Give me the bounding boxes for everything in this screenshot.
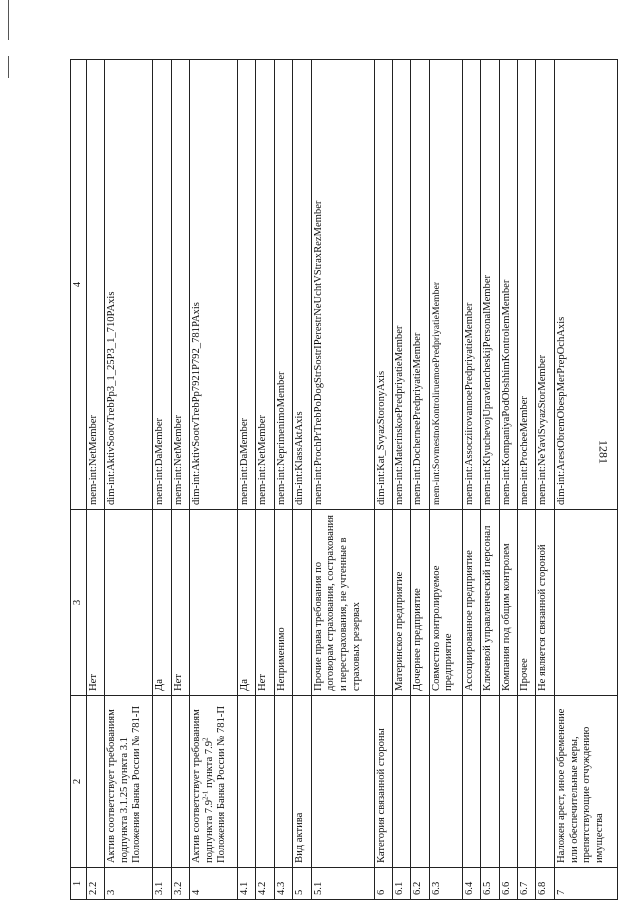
row-value: Совместно контролируемое предприятие (429, 510, 462, 696)
table-row (238, 60, 256, 900)
row-number: 6.2 (411, 868, 429, 900)
row-code: dim-int:AktivSootvTrebPp7921P792_781PAxis (189, 60, 237, 510)
table-row (171, 60, 189, 900)
table-row (411, 60, 429, 900)
indicator-text: Актив соответствует требованиям подпункта 7.9 (190, 709, 215, 863)
superscript: 2 (201, 737, 210, 741)
row-number: 4.3 (274, 868, 292, 900)
row-number: 3.1 (153, 868, 171, 900)
row-number: 6.6 (499, 868, 517, 900)
row-value: Нет (171, 510, 189, 696)
row-number: 5.1 (311, 868, 374, 900)
row-number: 4 (189, 868, 237, 900)
row-number: 6 (374, 868, 392, 900)
data-table (70, 59, 618, 900)
row-code: dim-int:Kat_SvyazStoronyAxis (374, 60, 392, 510)
row-number: 2.2 (86, 868, 104, 900)
row-number: 3 (105, 868, 153, 900)
row-code: mem-int:KlyuchevojUpravlencheskijPersonalMember (481, 60, 499, 510)
table-row (256, 60, 274, 900)
row-indicator (189, 696, 237, 868)
row-code: dim-int:ArestObremObespMerPrepOchAxis (554, 60, 617, 510)
row-indicator (274, 696, 292, 868)
row-code: mem-int:NetMember (256, 60, 274, 510)
row-code: mem-int:NeYavlSvyazStorMember (536, 60, 554, 510)
row-code: mem-int:DocherneePredpriyatieMember (411, 60, 429, 510)
row-value (293, 510, 311, 696)
row-value: Компания под общим контролем (499, 510, 517, 696)
row-value: Нет (86, 510, 104, 696)
column-header-3: 3 (71, 510, 87, 696)
table-row (392, 60, 410, 900)
row-number: 5 (293, 868, 311, 900)
row-indicator (536, 696, 554, 868)
row-code: mem-int:MaterinskoePredpriyatieMember (392, 60, 410, 510)
row-indicator (518, 696, 536, 868)
table-row (86, 60, 104, 900)
row-value: Нет (256, 510, 274, 696)
row-number: 6.1 (392, 868, 410, 900)
row-value: Да (238, 510, 256, 696)
row-code: dim-int:AktivSootvTrebPp3_1_25P3_1_710PAxis (105, 60, 153, 510)
row-value: Материнское предприятие (392, 510, 410, 696)
row-indicator (481, 696, 499, 868)
table-row (481, 60, 499, 900)
row-indicator (238, 696, 256, 868)
row-code: mem-int:NetMember (171, 60, 189, 510)
rotated-table-container (70, 60, 618, 900)
row-number: 3.2 (171, 868, 189, 900)
row-code: mem-int:DaMember (238, 60, 256, 510)
row-value: Да (153, 510, 171, 696)
row-value: Ассоциированное предприятие (462, 510, 480, 696)
indicator-text: Положения Банка России № 781-П (216, 705, 228, 863)
table-row (499, 60, 517, 900)
table-header-row (71, 60, 87, 900)
row-code: mem-int:KompaniyaPodObshhimKontrolemMember (499, 60, 517, 510)
row-value: Прочие права требования по договорам страхования, сострахования и перестрахования, не учтенные в страховых резервах (311, 510, 374, 696)
row-code: mem-int:ProcheeMember (518, 60, 536, 510)
indicator-text: пункта 7.9 (203, 740, 215, 791)
table-row (554, 60, 617, 900)
superscript: 2-1 (201, 790, 210, 800)
table-row (462, 60, 480, 900)
row-indicator: Наложен арест, иное обременение или обеспечительные меры, препятствующие отчуждению имущества (554, 696, 617, 868)
row-code: mem-int:AssocziirovannoePredpriyatieMember (462, 60, 480, 510)
table-row (274, 60, 292, 900)
table-row (105, 60, 153, 900)
table-row (189, 60, 237, 900)
row-indicator: Вид актива (293, 696, 311, 868)
row-number: 7 (554, 868, 617, 900)
table-row (518, 60, 536, 900)
table-row (429, 60, 462, 900)
row-indicator (429, 696, 462, 868)
row-value: Не является связанной стороной (536, 510, 554, 696)
page-number: 1281 (596, 440, 611, 464)
row-code: dim-int:KlassAktAxis (293, 60, 311, 510)
row-value: Прочее (518, 510, 536, 696)
table-row (374, 60, 392, 900)
row-value (189, 510, 237, 696)
row-value: Ключевой управленческий персонал (481, 510, 499, 696)
table-row (536, 60, 554, 900)
row-number: 6.7 (518, 868, 536, 900)
row-number: 6.5 (481, 868, 499, 900)
row-number: 6.3 (429, 868, 462, 900)
table-row (293, 60, 311, 900)
row-indicator (86, 696, 104, 868)
row-code: mem-int:NeprimenimoMember (274, 60, 292, 510)
row-number: 4.1 (238, 868, 256, 900)
row-indicator (256, 696, 274, 868)
row-indicator (153, 696, 171, 868)
row-indicator (499, 696, 517, 868)
row-indicator (171, 696, 189, 868)
row-indicator (411, 696, 429, 868)
row-number: 6.8 (536, 868, 554, 900)
column-header-4: 4 (71, 60, 87, 510)
row-value: Неприменимо (274, 510, 292, 696)
column-header-2: 2 (71, 696, 87, 868)
row-number: 4.2 (256, 868, 274, 900)
row-value (554, 510, 617, 696)
row-value (105, 510, 153, 696)
row-value (374, 510, 392, 696)
row-value: Дочернее предприятие (411, 510, 429, 696)
row-number: 6.4 (462, 868, 480, 900)
row-code: mem-int:NetMember (86, 60, 104, 510)
row-indicator (462, 696, 480, 868)
row-code: mem-int:SovmestnoKontroliruemoePredpriyatieMember (429, 60, 462, 510)
scan-mark-bottom (8, 56, 9, 78)
row-indicator: Категория связанной стороны (374, 696, 392, 868)
table-row (153, 60, 171, 900)
row-code: mem-int:DaMember (153, 60, 171, 510)
row-indicator (311, 696, 374, 868)
scan-mark-top (8, 0, 9, 40)
row-indicator: Актив соответствует требованиям подпункта 3.1.25 пункта 3.1 Положения Банка России № 781-П (105, 696, 153, 868)
column-header-1: 1 (71, 868, 87, 900)
table-row (311, 60, 374, 900)
row-code: mem-int:ProchPrTrebPoDogStrSostrIPerestrNeUchtVStraxRezMember (311, 60, 374, 510)
row-indicator (392, 696, 410, 868)
